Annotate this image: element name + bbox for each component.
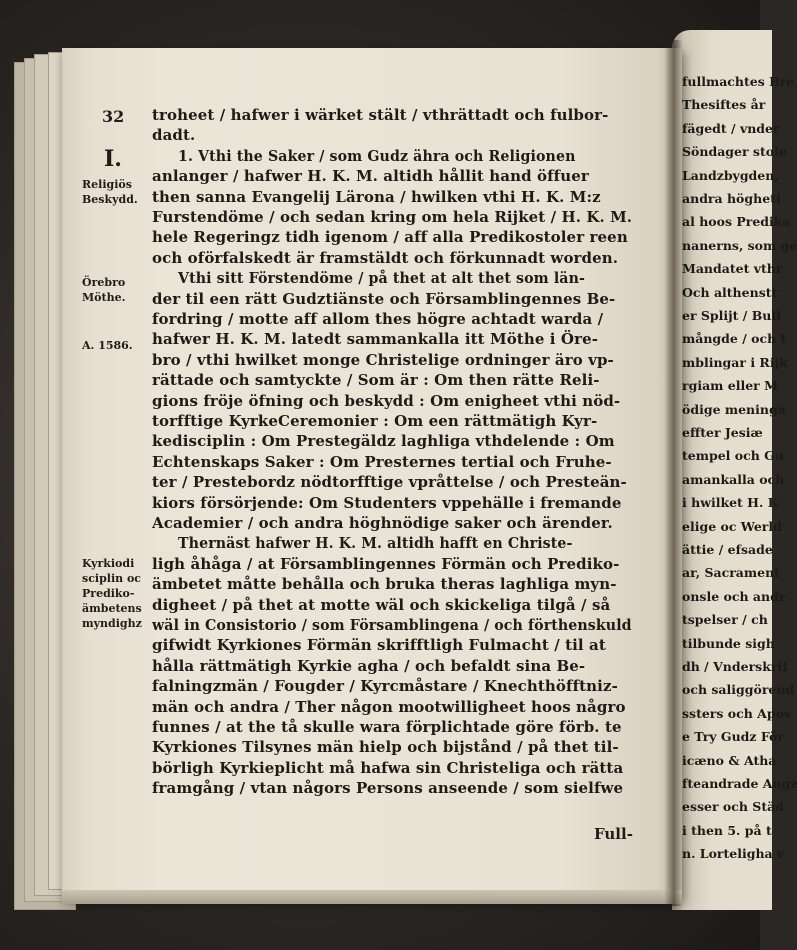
text-line: Academier / och andra höghnödige saker och ärender. <box>152 514 613 532</box>
text-line: funnes / at the tå skulle wara förplichtade göre förb. te <box>152 718 622 736</box>
text-line: dadt. <box>152 126 196 145</box>
text-line: 1. Vthi the Saker / som Gudz ähra och Religionen <box>178 146 576 165</box>
facing-text-line: er Splijt / Bull <box>682 308 781 323</box>
text-line: der til een rätt Gudztiänste och Församblingennes Be- <box>152 289 616 308</box>
facing-text-line: elige oc Werld <box>682 518 782 534</box>
facing-text-line: fägedt / vnder <box>682 120 780 136</box>
text-line: kedisciplin : Om Prestegäldz laghliga vthdelende : Om <box>152 432 615 451</box>
text-line: Kyrkiones Tilsynes män hielp och bijstånd / på thet til- <box>152 738 619 757</box>
facing-text-line: nanerns, som ge <box>682 237 797 253</box>
facing-text-line: tspelser / ch <box>682 612 768 628</box>
text-line: hafwer H. K. M. latedt sammankalla itt Möthe i Öre- <box>152 330 599 349</box>
facing-text-line: Mandatet vthr <box>682 261 783 277</box>
facing-text-line: onsle och andr <box>682 588 786 604</box>
text-line: ligh åhåga / at Församblingennes Förmän och Prediko- <box>152 554 620 573</box>
text-line: börligh Kyrkieplicht må hafwa sin Christeliga och rätta <box>152 758 624 777</box>
text-line: kiors försörjende: Om Studenters vppehälle i fremande <box>152 493 622 512</box>
page-number: 32 <box>102 107 125 126</box>
facing-text-line: mångde / och t <box>682 331 787 347</box>
marginal-note: Örebro <box>82 276 126 289</box>
text-line: Vthi sitt Förstendöme / på thet at alt thet som län- <box>178 269 586 288</box>
text-line: troheet / hafwer i wärket stält / vthrättadt och fulbor- <box>152 106 609 124</box>
marginal-note: Religiös <box>82 178 132 191</box>
gutter-shadow <box>664 40 682 906</box>
text-line: gions fröje öfning och beskydd : Om enigheet vthi nöd- <box>152 391 621 410</box>
facing-text-line: ar, Sacrament <box>682 565 780 581</box>
marginal-note: ämbetens <box>82 602 142 615</box>
marginal-note: A. 1586. <box>82 339 133 352</box>
text-line: Thernäst hafwer H. K. M. altidh hafft en Christe- <box>178 534 573 553</box>
facing-text-line: ättie / efsade <box>682 542 773 557</box>
facing-text-line: dh / Vnderskrif <box>682 659 788 674</box>
page-bottom-edge <box>62 890 682 904</box>
facing-text-line: fteandrade Angz <box>682 776 797 791</box>
facing-text-line: och saliggörend <box>682 682 795 698</box>
facing-text-line: i hwilket H. K <box>682 495 779 511</box>
text-line: torfftige KyrkeCeremonier : Om een rättmätigh Kyr- <box>152 412 598 430</box>
text-line: falningzmän / Fougder / Kyrcmåstare / Knechthöfftniz- <box>152 677 618 696</box>
section-numeral: I. <box>104 146 122 172</box>
marginal-note: Prediko- <box>82 587 135 600</box>
text-line: bro / vthi hwilket monge Christelige ordninger äro vp- <box>152 350 614 369</box>
facing-text-line: Thesiftes år <box>682 97 766 113</box>
facing-text-line: i then 5. på t <box>682 822 772 838</box>
marginal-note: Beskydd. <box>82 193 138 206</box>
text-line: ter / Prestebordz nödtorfftige vpråttelse / och Presteän- <box>152 473 627 492</box>
facing-text-line: ssters och Apos <box>682 705 791 721</box>
marginal-note: Kyrkiodi <box>82 557 135 570</box>
facing-text-line: rgiam eller M <box>682 378 778 394</box>
facing-text-line: andra högheti <box>682 191 781 206</box>
facing-text-line: amankalla och <box>682 471 785 487</box>
catchword: Full- <box>594 825 633 843</box>
text-line: Furstendöme / och sedan kring om hela Rijket / H. K. M. <box>152 208 633 226</box>
marginal-note: Möthe. <box>82 291 126 304</box>
text-line: män och andra / Ther någon mootwilligheet hoos någro <box>152 697 626 716</box>
facing-text-line: mblingar i Rijk <box>682 354 788 370</box>
facing-text-line: ödige meninga <box>682 401 786 417</box>
facing-text-line: tilbunde sigh <box>682 635 775 651</box>
facing-text-line: esser och Städ <box>682 799 784 815</box>
facing-text-line: Landzbygden, <box>682 167 779 183</box>
text-line: och oförfalskedt är framstäldt och förkunnadt worden. <box>152 248 619 267</box>
text-line: digheet / på thet at motte wäl och skickeliga tilgå / så <box>152 595 611 614</box>
text-line: Echtenskaps Saker : Om Presternes tertial och Fruhe- <box>152 452 612 471</box>
text-line: framgång / vtan någors Persons anseende / som sielfwe <box>152 779 624 798</box>
marginal-note: myndighz <box>82 617 142 630</box>
text-line: fordring / motte aff allom thes högre achtadt warda / <box>152 310 604 328</box>
text-line: rättade och samtyckte / Som är : Om then rätte Reli- <box>152 371 600 390</box>
text-line: then sanna Evangelij Lärona / hwilken vthi H. K. M:z <box>152 187 601 206</box>
facing-text-line: n. Lorteligha v <box>682 846 785 862</box>
facing-text-line: Och althenstt <box>682 284 778 300</box>
text-line: hele Regeringz tidh igenom / aff alla Predikostoler reen <box>152 228 628 247</box>
text-line: gifwidt Kyrkiones Förmän skrifftligh Fulmacht / til at <box>152 636 606 655</box>
facing-text-line: Söndager stole <box>682 144 787 160</box>
facing-text-line: fullmachtes Bre <box>682 74 795 89</box>
text-line: wäl in Consistorio / som Församblingena / och förthenskuld <box>152 616 632 634</box>
text-line: hålla rättmätigh Kyrkie agha / och befaldt sina Be- <box>152 656 586 675</box>
facing-text-line: al hoos Predika <box>682 214 791 230</box>
text-line: anlanger / hafwer H. K. M. altidh hållit hand öffuer <box>152 167 589 186</box>
facing-page <box>672 30 797 910</box>
facing-text-line: effter Jesiæ <box>682 425 763 440</box>
facing-text-line: tempel och Gu <box>682 448 784 464</box>
text-line: ämbetet måtte behålla och bruka theras laghliga myn- <box>152 575 617 594</box>
facing-text-line: icæno & Atha <box>682 752 777 768</box>
facing-text-line: e Try Gudz För <box>682 729 784 745</box>
marginal-note: sciplin oc <box>82 572 141 585</box>
